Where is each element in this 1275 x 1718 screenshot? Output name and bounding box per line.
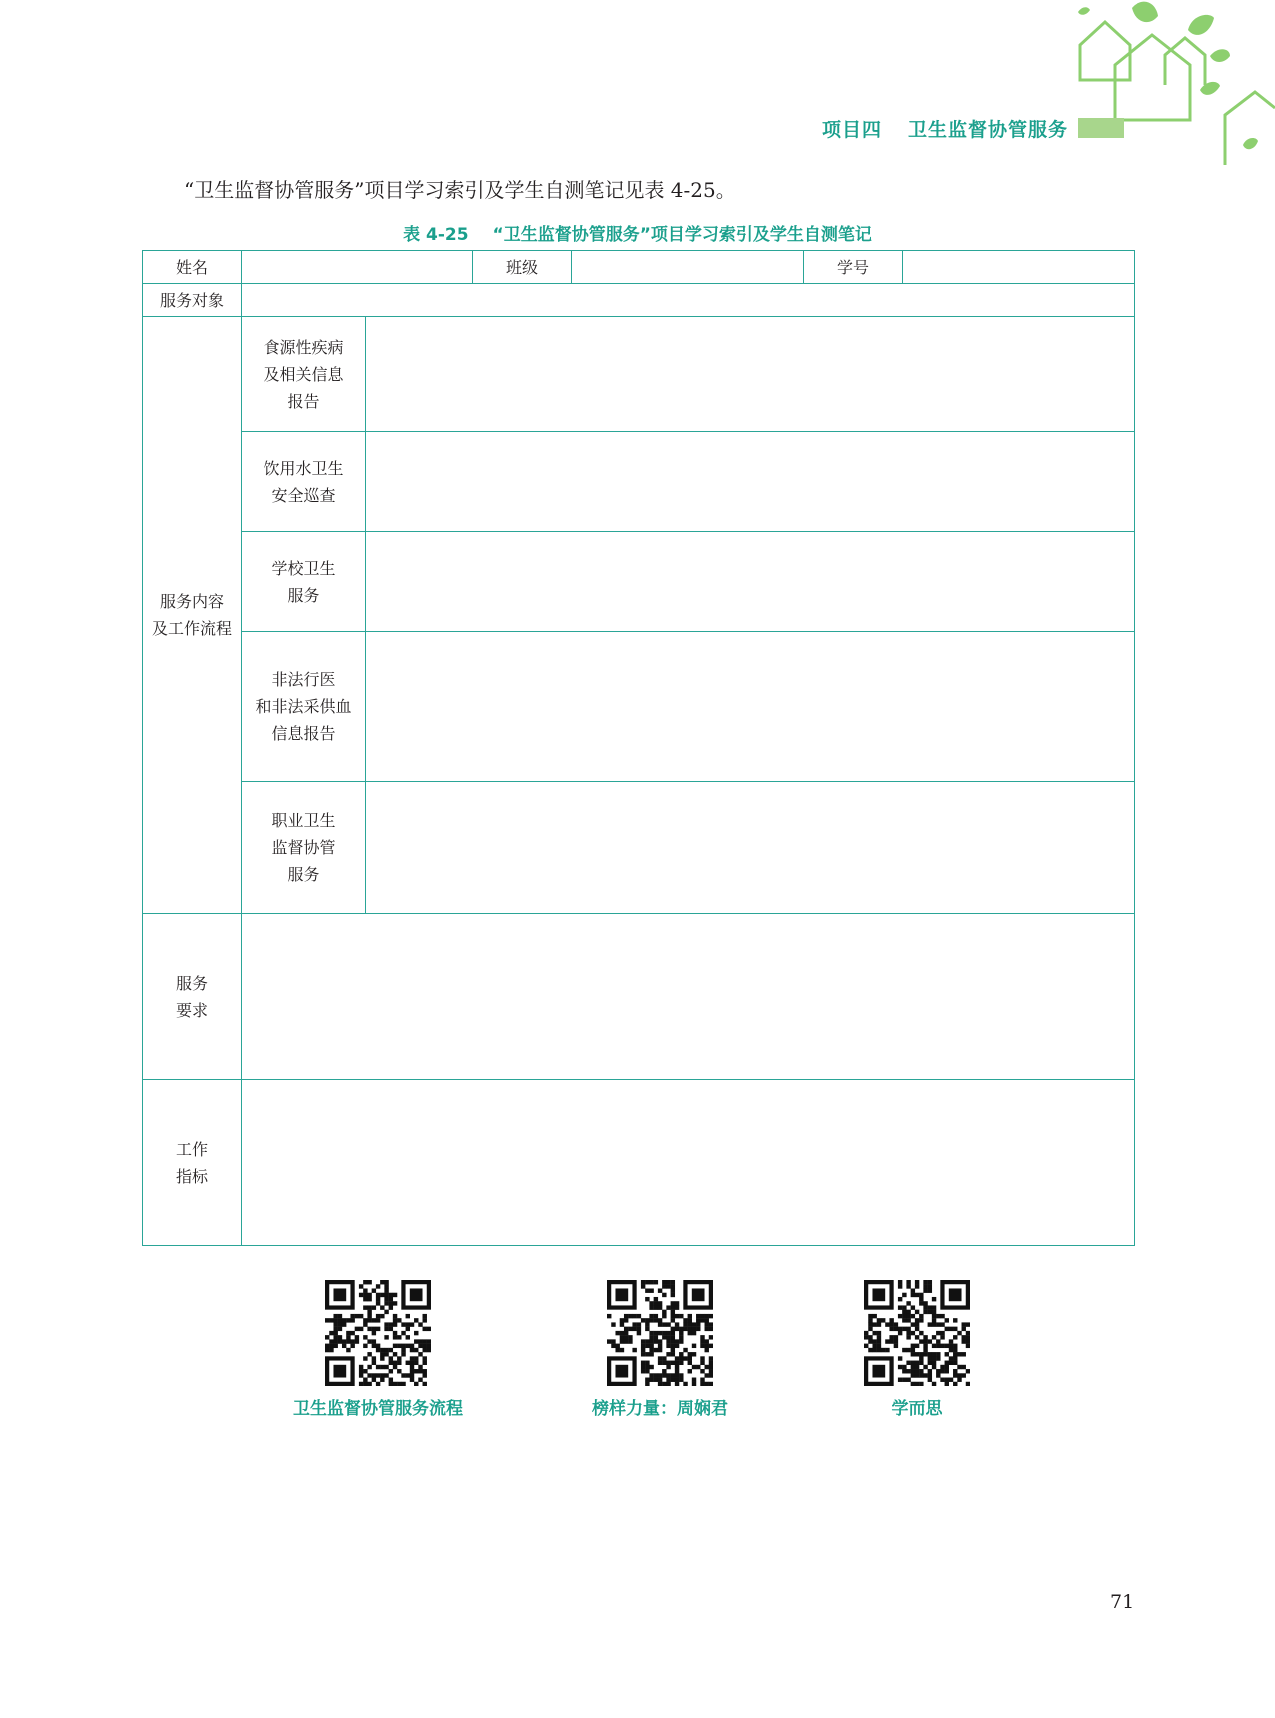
table-caption xyxy=(0,220,1275,245)
table-caption-number: 表 4-25 xyxy=(403,225,469,245)
qr-block[interactable] xyxy=(540,1280,780,1419)
project-title: 卫生监督协管服务 xyxy=(908,119,1069,141)
sub-item-notes-field[interactable] xyxy=(366,782,1135,914)
project-number: 项目四 xyxy=(822,119,883,141)
header-accent-bar xyxy=(1078,118,1124,138)
qr-label: 卫生监督协管服务流程 xyxy=(293,1399,463,1419)
self-test-notes-table xyxy=(142,250,1135,1246)
qr-label: 榜样力量：周娴君 xyxy=(592,1399,728,1419)
service-requirements-label: 服务 要求 xyxy=(143,914,242,1080)
name-field[interactable] xyxy=(242,251,473,284)
name-label: 姓名 xyxy=(143,251,242,284)
class-field[interactable] xyxy=(572,251,804,284)
qr-code-icon[interactable] xyxy=(864,1280,970,1386)
work-indicators-field[interactable] xyxy=(242,1080,1135,1246)
house-leaves-icon xyxy=(1060,0,1275,175)
qr-code-row xyxy=(0,1280,1275,1430)
sub-item-notes-field[interactable] xyxy=(366,317,1135,432)
student-id-label: 学号 xyxy=(804,251,903,284)
qr-label: 学而思 xyxy=(891,1399,943,1419)
sub-item-label: 非法行医 和非法采供血 信息报告 xyxy=(242,632,366,782)
sub-item-label: 学校卫生 服务 xyxy=(242,532,366,632)
qr-code-icon[interactable] xyxy=(607,1280,713,1386)
sub-item-label: 饮用水卫生 安全巡查 xyxy=(242,432,366,532)
service-target-field[interactable] xyxy=(242,284,1135,317)
running-header xyxy=(822,115,1068,142)
service-target-label: 服务对象 xyxy=(143,284,242,317)
class-label: 班级 xyxy=(473,251,572,284)
sub-item-label: 食源性疾病 及相关信息 报告 xyxy=(242,317,366,432)
sub-item-label: 职业卫生 监督协管 服务 xyxy=(242,782,366,914)
intro-paragraph: “卫生监督协管服务”项目学习索引及学生自测笔记见表 4-25。 xyxy=(184,178,736,202)
qr-code-icon[interactable] xyxy=(325,1280,431,1386)
student-id-field[interactable] xyxy=(903,251,1135,284)
sub-item-notes-field[interactable] xyxy=(366,632,1135,782)
page-number: 71 xyxy=(1110,1591,1135,1613)
work-indicators-label: 工作 指标 xyxy=(143,1080,242,1246)
sub-item-notes-field[interactable] xyxy=(366,532,1135,632)
service-content-label: 服务内容 及工作流程 xyxy=(143,317,242,914)
qr-block[interactable] xyxy=(258,1280,498,1419)
service-requirements-field[interactable] xyxy=(242,914,1135,1080)
qr-block[interactable] xyxy=(797,1280,1037,1419)
sub-item-notes-field[interactable] xyxy=(366,432,1135,532)
table-caption-title: “卫生监督协管服务”项目学习索引及学生自测笔记 xyxy=(492,225,872,245)
